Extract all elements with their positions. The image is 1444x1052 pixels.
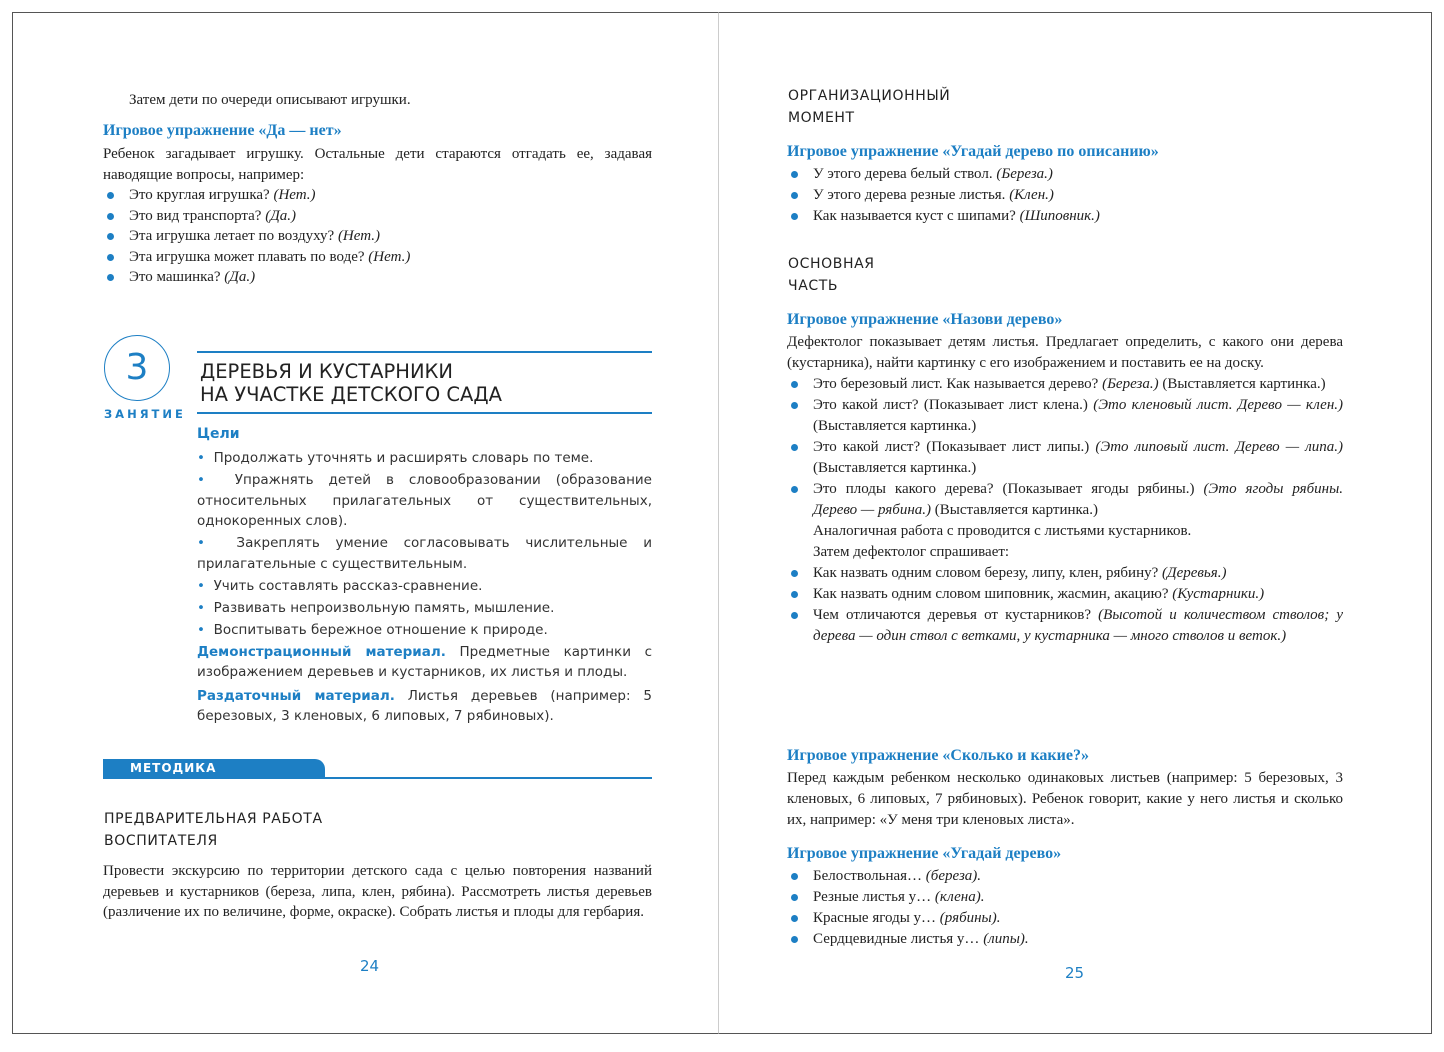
list-item <box>787 206 1343 227</box>
exercise-list <box>103 185 652 288</box>
question-text: Как назвать одним словом березу, липу, клен, рябину? <box>813 565 1163 581</box>
list-item <box>787 185 1343 206</box>
lesson-title-line: ДЕРЕВЬЯ И КУСТАРНИКИ <box>200 360 453 383</box>
answer-text: (Нет.) <box>337 228 380 244</box>
list-item <box>787 605 1343 647</box>
lesson-label: ЗАНЯТИЕ <box>104 407 186 421</box>
bullet-icon: • <box>197 599 205 616</box>
answer-text: (Высотой и количеством стволов; у дерева — один ствол с ветками, у кустарника — много стволов и веток.) <box>813 607 1343 644</box>
exercise-section <box>787 332 1343 647</box>
question-text: (Выставляется картинка.) <box>931 502 1098 518</box>
exercise-list <box>787 563 1343 647</box>
demo-label: Демонстрационный материал. <box>197 643 446 660</box>
main-heading <box>788 253 875 297</box>
exercise-title: Игровое упражнение «Назови дерево» <box>787 311 1063 328</box>
bullet-icon: • <box>197 535 205 551</box>
question-text: Эта игрушка летает по воздуху? <box>129 228 338 244</box>
answer-text: (Это ягоды рябины. Дерево — рябина.) <box>813 481 1343 518</box>
demo-text: Предметные картинки с изображением деревьев и кустарников, их листья и плоды. <box>197 643 652 680</box>
question-text: (Выставляется картинка.) <box>813 460 977 476</box>
answer-text: (клена). <box>934 889 985 905</box>
list-item <box>103 226 652 247</box>
list-item <box>787 164 1343 185</box>
question-text: (Выставляется картинка.) <box>1158 376 1326 392</box>
intro-text: Затем дети по очереди описывают игрушки. <box>129 92 411 108</box>
prep-heading-line: ПРЕДВАРИТЕЛЬНАЯ РАБОТА <box>104 811 323 827</box>
answer-text: (Шиповник.) <box>1019 208 1100 224</box>
divider <box>197 351 652 353</box>
question-text: Как назвать одним словом шиповник, жасмин, акацию? <box>813 586 1173 602</box>
answer-text: (Это липовый лист. Дерево — липа.) <box>1095 439 1343 455</box>
question-text: Как называется куст с шипами? <box>813 208 1020 224</box>
question-text: Белоствольная… <box>813 868 926 884</box>
exercise-list <box>787 164 1343 227</box>
divider <box>197 412 652 414</box>
question-text: Сердцевидные листья у… <box>813 931 984 947</box>
goals-title: Цели <box>197 426 240 442</box>
goal-item <box>197 598 652 619</box>
main-heading-line: ОСНОВНАЯ <box>788 256 875 272</box>
exercise-section <box>787 866 1343 950</box>
exercise-list <box>787 374 1343 521</box>
question-text: (Выставляется картинка.) <box>813 418 977 434</box>
list-item <box>787 395 1343 437</box>
question-text: Резные листья у… <box>813 889 935 905</box>
question-text: Это какой лист? (Показывает лист клена.) <box>813 397 1094 413</box>
goal-item <box>197 576 652 597</box>
goal-text: Продолжать уточнять и расширять словарь по теме. <box>213 450 594 466</box>
goals-list <box>197 448 652 640</box>
list-item <box>787 887 1343 908</box>
answer-text: (Береза.) <box>996 166 1053 182</box>
exercise-title: Игровое упражнение «Угадай дерево» <box>787 845 1062 862</box>
goal-text: Закреплять умение согласовывать числительные и прилагательные с существительным. <box>197 535 652 572</box>
question-text: Это вид транспорта? <box>129 207 266 224</box>
list-item <box>787 374 1343 395</box>
prep-text: Провести экскурсию по территории детского сада с целью повторения названий деревьев и кустарников (береза, липа, клен, рябина). Рассмотреть листья деревьев (различение их по величине, форме, окраске). Собрать листья и плоды для гербария. <box>103 863 652 920</box>
lesson-title <box>200 360 502 406</box>
list-item <box>787 866 1343 887</box>
question-text: У этого дерева белый ствол. <box>813 166 997 182</box>
question-text: Это машинка? <box>129 269 225 285</box>
answer-text: (Нет.) <box>273 187 316 203</box>
goal-item <box>197 620 652 641</box>
org-heading-line: МОМЕНТ <box>788 110 855 126</box>
question-text: Красные ягоды у… <box>813 910 940 926</box>
goal-text: Учить составлять рассказ-сравнение. <box>213 577 483 594</box>
answer-text: (Клен.) <box>1009 187 1054 203</box>
answer-text: (Кустарники.) <box>1172 586 1265 602</box>
exercise-section <box>103 144 652 288</box>
list-item <box>787 584 1343 605</box>
list-item <box>787 479 1343 521</box>
org-heading <box>788 85 950 129</box>
org-heading-line: ОРГАНИЗАЦИОННЫЙ <box>788 88 951 104</box>
divider <box>103 777 652 779</box>
list-item <box>787 908 1343 929</box>
exercise-section <box>787 164 1343 227</box>
bullet-icon: • <box>197 450 205 466</box>
goals-section <box>197 448 652 728</box>
bullet-icon: • <box>197 472 205 488</box>
question-text: Это березовый лист. Как называется дерево? <box>813 376 1103 392</box>
page-number: 24 <box>360 957 380 975</box>
handout-text: Листья деревьев (например: 5 березовых, 3 кленовых, 6 липовых, 7 рябиновых). <box>197 687 652 724</box>
answer-text: (липы). <box>983 931 1029 947</box>
question-text: Это круглая игрушка? <box>129 187 274 203</box>
exercise-text: Дефектолог показывает детям листья. Предлагает определить, с какого они дерева (кустарника), найти картинку с его изображением и поставить ее на доску. <box>787 334 1343 371</box>
exercise-text: Перед каждым ребенком несколько одинаковых листьев (например: 5 березовых, 3 кленовых, 6 липовых, 7 рябиновых). Ребенок говорит, какие у него листья и сколько их, например: «У меня три кленовых листа». <box>787 770 1343 828</box>
answer-text: (Деревья.) <box>1162 565 1227 581</box>
method-banner: МЕТОДИКА ПРОВЕДЕНИЯ <box>103 759 325 778</box>
bullet-icon: • <box>197 577 205 594</box>
lesson-number-badge: 3 <box>104 335 170 401</box>
exercise-list <box>787 866 1343 950</box>
goal-text: Упражнять детей в словообразовании (образование относительных прилагательных от существительных, однокоренных слов). <box>197 472 652 529</box>
main-heading-line: ЧАСТЬ <box>788 278 839 294</box>
exercise-text: Ребенок загадывает игрушку. Остальные дети стараются отгадать ее, задавая наводящие вопросы, например: <box>103 146 652 183</box>
answer-text: (Это кленовый лист. Дерево — клен.) <box>1093 397 1344 413</box>
question-text: Чем отличаются деревья от кустарников? <box>813 607 1099 623</box>
goal-item <box>197 448 652 469</box>
goal-text: Развивать непроизвольную память, мышление. <box>213 599 555 616</box>
list-item <box>787 929 1343 950</box>
answer-text: (Нет.) <box>368 248 411 265</box>
answer-text: (Береза.) <box>1102 376 1159 392</box>
list-item <box>787 563 1343 584</box>
list-item <box>103 267 652 288</box>
list-item <box>103 206 652 227</box>
answer-text: (Да.) <box>265 207 297 224</box>
answer-text: (рябины). <box>939 910 1001 926</box>
answer-text: (береза). <box>925 868 982 884</box>
list-item <box>787 437 1343 479</box>
handout-label: Раздаточный материал. <box>197 687 395 704</box>
note: Аналогичная работа с проводится с листьями кустарников. <box>813 523 1192 539</box>
prep-heading <box>104 808 323 852</box>
exercise-title: Игровое упражнение «Сколько и какие?» <box>787 747 1089 764</box>
exercise-title: Игровое упражнение «Да — нет» <box>103 122 342 139</box>
exercise-title: Игровое упражнение «Угадай дерево по описанию» <box>787 143 1159 160</box>
question-text: Это какой лист? (Показывает лист липы.) <box>813 439 1096 455</box>
question-text: У этого дерева резные листья. <box>813 187 1010 203</box>
bullet-icon: • <box>197 621 205 638</box>
goal-item <box>197 533 652 574</box>
list-item <box>103 247 652 268</box>
prep-heading-line: ВОСПИТАТЕЛЯ <box>104 833 218 849</box>
question-text: Эта игрушка может плавать по воде? <box>129 248 369 265</box>
list-item <box>103 185 652 206</box>
goal-item <box>197 470 652 532</box>
page-number: 25 <box>1065 964 1085 982</box>
question-text: Это плоды какого дерева? (Показывает ягоды рябины.) <box>813 481 1204 497</box>
note: Затем дефектолог спрашивает: <box>813 544 1010 560</box>
answer-text: (Да.) <box>224 269 256 285</box>
goal-text: Воспитывать бережное отношение к природе. <box>213 621 548 638</box>
lesson-title-line: НА УЧАСТКЕ ДЕТСКОГО САДА <box>200 383 502 406</box>
